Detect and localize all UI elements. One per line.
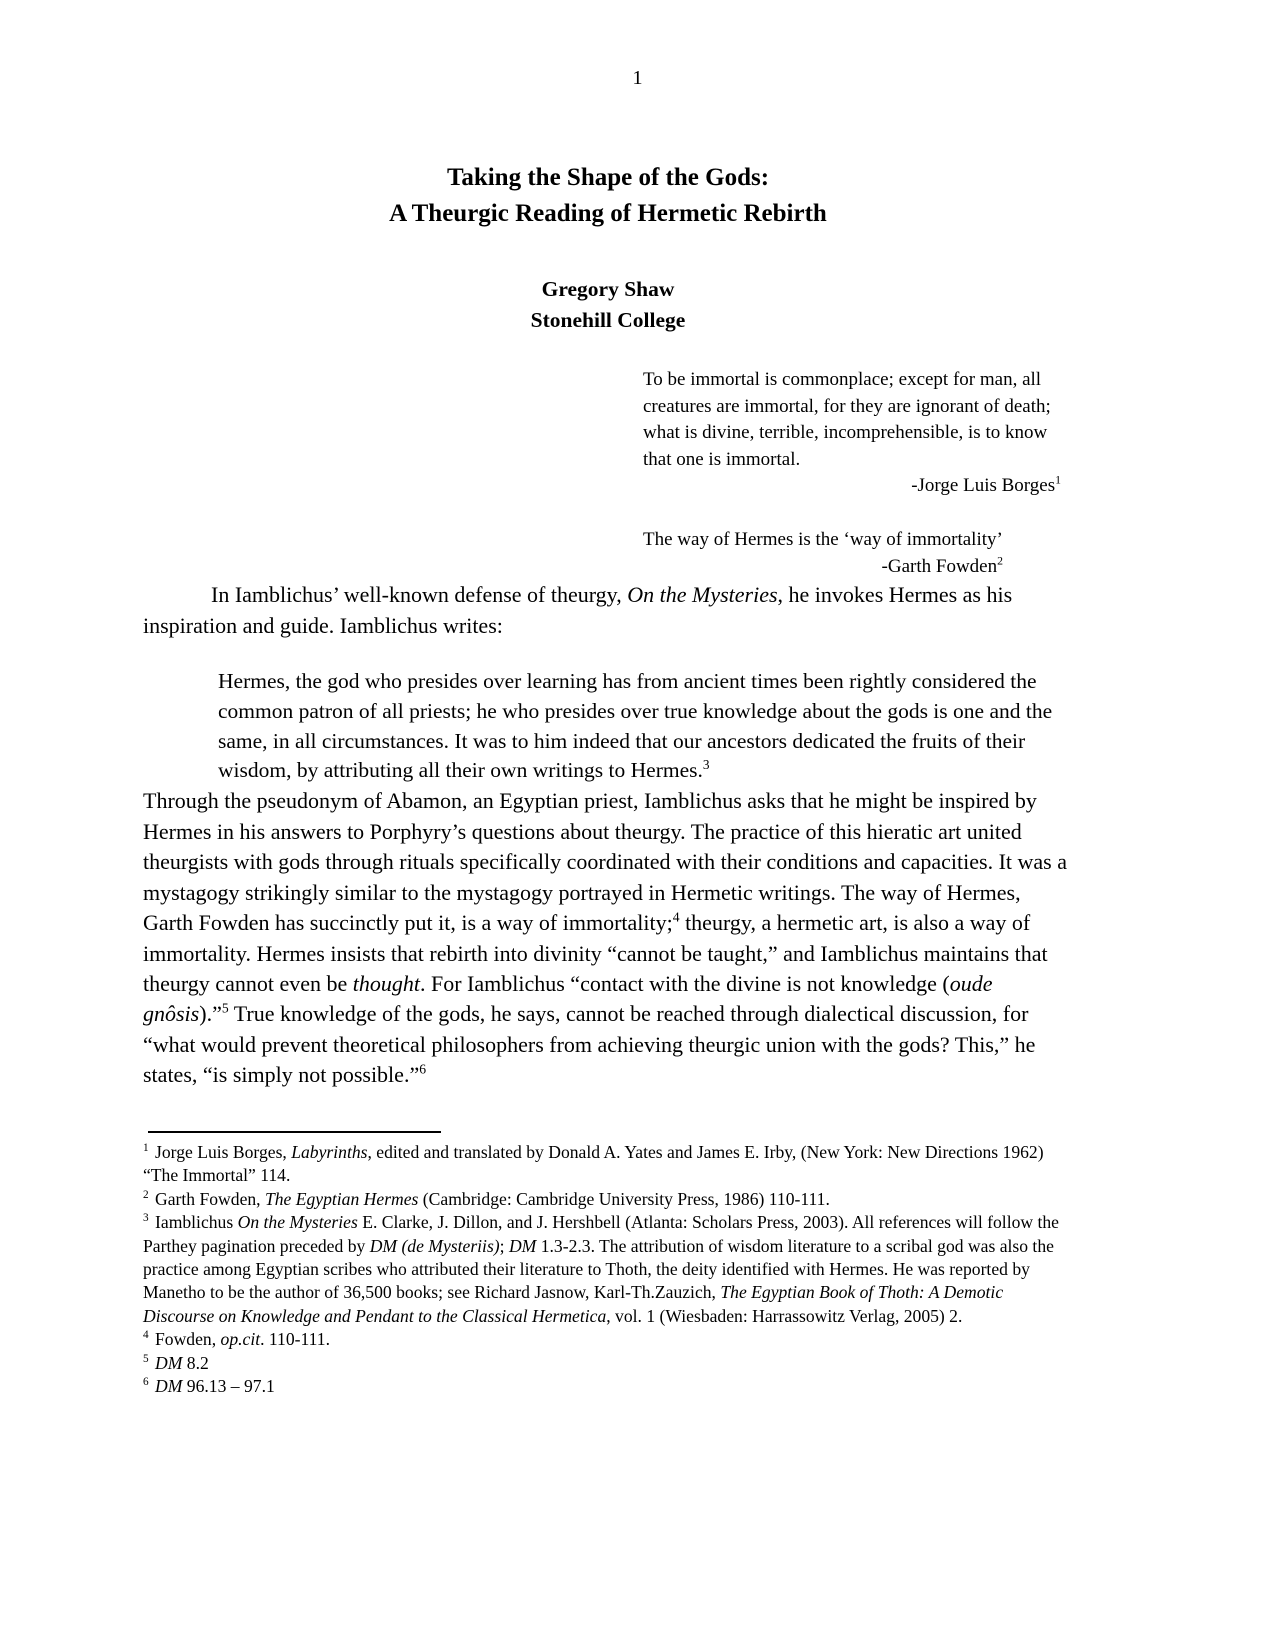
emphasis-thought: thought xyxy=(352,971,420,996)
footnote-3-seg-2: E. Clarke, J. Dillon, and J. Hershbell (Atlanta: Scholars Press, 2003) xyxy=(357,1212,845,1233)
epigraph-borges-attribution-label: -Jorge Luis Borges xyxy=(911,475,1056,497)
footnote-3-italic-on-the-mysteries: On the Mysteries xyxy=(237,1212,358,1233)
epigraph-fowden xyxy=(643,527,1073,580)
epigraph-spacer xyxy=(643,500,1073,527)
footnote-3-italic-dm: DM xyxy=(508,1235,537,1256)
footnote-ref-1: 1 xyxy=(1055,474,1061,488)
paragraph-2-seg-4: ).” xyxy=(199,1001,222,1027)
footnote-3-seg-4: 1.3-2.3. The attribution of wisdom literature to a scribal god was also the practice among Egyptian scribes who attributed their literature to Thoth, the deity identified with Hermes. He was reported by Manetho to be the author of 36,500 books; see Richard Jasnow, Karl-Th.Zauzich, xyxy=(143,1235,1054,1303)
footnote-4-marker: 4 xyxy=(143,1329,149,1342)
footnote-separator-rule xyxy=(148,1131,441,1133)
paragraph-2-seg-3: . For Iamblichus “contact with the divine is not knowledge ( xyxy=(419,971,950,996)
footnote-4-italic-opcit: op.cit xyxy=(220,1329,261,1350)
footnote-2-seg-1: Garth Fowden, xyxy=(150,1188,265,1209)
footnote-5-marker: 5 xyxy=(143,1352,149,1365)
footnote-3-italic-dm-de-mysteriis: DM (de Mysteriis) xyxy=(369,1235,500,1256)
footnote-2 xyxy=(143,1188,1078,1211)
greek-term-oude-gnosis: oude gnôsis xyxy=(143,971,993,1027)
footnote-1-italic-labyrinths: Labyrinths xyxy=(291,1142,368,1162)
footnote-3-seg-2b: . All references will follow the Parthey pagination preceded by xyxy=(143,1212,1059,1256)
footnote-area xyxy=(143,1131,1078,1398)
author-affiliation: Stonehill College xyxy=(530,307,686,332)
paragraph-2-seg-5: True knowledge of the gods, he says, cannot be reached through dialectical discussion, for “what would prevent theoretical philosophers from achieving theurgic union with the gods? This,” he states, “is simply not possible.” xyxy=(143,1001,1036,1088)
footnote-5 xyxy=(143,1352,1078,1375)
footnote-3 xyxy=(143,1211,1078,1328)
footnote-1 xyxy=(143,1141,1078,1188)
page-number: 1 xyxy=(632,67,643,89)
footnote-ref-2: 2 xyxy=(997,554,1003,568)
footnote-ref-5: 5 xyxy=(221,1001,229,1017)
work-title-on-the-mysteries: On the Mysteries xyxy=(627,582,778,608)
block-quotation-iamblichus xyxy=(143,667,1073,786)
paragraph-1-seg-1: In Iamblichus’ well-known defense of theurgy, xyxy=(211,582,628,608)
footnote-6 xyxy=(143,1375,1078,1398)
epigraph-borges xyxy=(643,367,1073,500)
title-line-1: Taking the Shape of the Gods: xyxy=(446,164,770,191)
footnote-3-seg-1: Iamblichus xyxy=(150,1212,238,1233)
footnote-5-seg-2: 8.2 xyxy=(182,1352,209,1373)
epigraph-group xyxy=(643,367,1073,580)
footnote-3-seg-3: ; xyxy=(499,1235,509,1256)
epigraph-fowden-attribution-label: -Garth Fowden xyxy=(881,555,998,577)
footnote-6-seg-2: 96.13 – 97.1 xyxy=(182,1375,275,1396)
footnote-1-seg-1: Jorge Luis Borges, xyxy=(150,1142,292,1162)
document-content xyxy=(143,160,1073,1091)
footnote-ref-4: 4 xyxy=(672,909,680,925)
footnote-ref-3: 3 xyxy=(702,757,710,773)
footnote-6-italic-dm: DM xyxy=(155,1375,183,1396)
footnote-5-italic-dm: DM xyxy=(155,1352,183,1373)
epigraph-borges-text: To be immortal is commonplace; except for man, all creatures are immortal, for they are ignorant of death; what is divine, terrible, incomprehensible, is to know that one is immortal. xyxy=(643,369,1051,470)
paragraph-2 xyxy=(143,786,1073,1091)
footnote-1-seg-2: , edited and translated by Donald A. Yates and James E. Irby, (New York: New Directions 1962) “The Immortal” 114. xyxy=(143,1142,1044,1186)
epigraph-borges-attribution xyxy=(643,473,1073,500)
author-block xyxy=(143,274,1073,335)
paragraph-1-seg-2: , he invokes Hermes as his inspiration and guide. Iamblichus writes: xyxy=(143,582,1013,638)
footnote-3-marker: 3 xyxy=(143,1212,149,1225)
footnote-3-seg-5: , vol. 1 (Wiesbaden: Harrassowitz Verlag, 2005) 2. xyxy=(606,1305,963,1326)
footnote-4-seg-1: Fowden, xyxy=(150,1329,221,1350)
footnote-2-italic-egyptian-hermes: The Egyptian Hermes xyxy=(264,1188,419,1209)
title-line-2: A Theurgic Reading of Hermetic Rebirth xyxy=(389,199,827,227)
footnote-4 xyxy=(143,1328,1078,1351)
paragraph-1 xyxy=(143,580,1073,641)
footnote-2-marker: 2 xyxy=(143,1188,149,1201)
epigraph-fowden-text: The way of Hermes is the ‘way of immortality’ xyxy=(643,529,1003,550)
footnote-list xyxy=(143,1141,1078,1398)
footnote-6-marker: 6 xyxy=(143,1376,149,1389)
footnote-2-seg-2: (Cambridge: Cambridge University Press, 1986) 110-111. xyxy=(418,1188,830,1209)
paragraph-2-seg-1: Through the pseudonym of Abamon, an Egyptian priest, Iamblichus asks that he might be inspired by Hermes in his answers to Porphyry’s questions about theurgy. The practice of this hieratic art united theurgists with gods through rituals specifically coordinated with their conditions and capacities. It was a mystagogy strikingly similar to the mystagogy portrayed in Hermetic writings. The way of Hermes, Garth Fowden has succinctly put it, is a way of immortality; xyxy=(143,788,1067,936)
author-name: Gregory Shaw xyxy=(541,277,675,301)
footnote-ref-6: 6 xyxy=(419,1062,427,1078)
epigraph-fowden-attribution xyxy=(643,554,1073,581)
block-quotation-text: Hermes, the god who presides over learning has from ancient times been rightly considered the common patron of all priests; he who presides over true knowledge about the gods is one and the same, in all circumstances. It was to him indeed that our ancestors dedicated the fruits of their wisdom, by attributing all their own writings to Hermes. xyxy=(218,669,1053,783)
page-title xyxy=(143,160,1073,231)
paragraph-2-seg-2: theurgy, a hermetic art, is also a way of immortality. Hermes insists that rebirth into divinity “cannot be taught,” and Iamblichus maintains that theurgy cannot even be xyxy=(143,910,1048,996)
footnote-4-seg-2: . 110-111. xyxy=(260,1329,330,1350)
footnote-3-italic-book-of-thoth: The Egyptian Book of Thoth: A Demotic Discourse on Knowledge and Pendant to the Classical Hermetica xyxy=(143,1282,1004,1326)
footnote-1-marker: 1 xyxy=(143,1142,149,1155)
